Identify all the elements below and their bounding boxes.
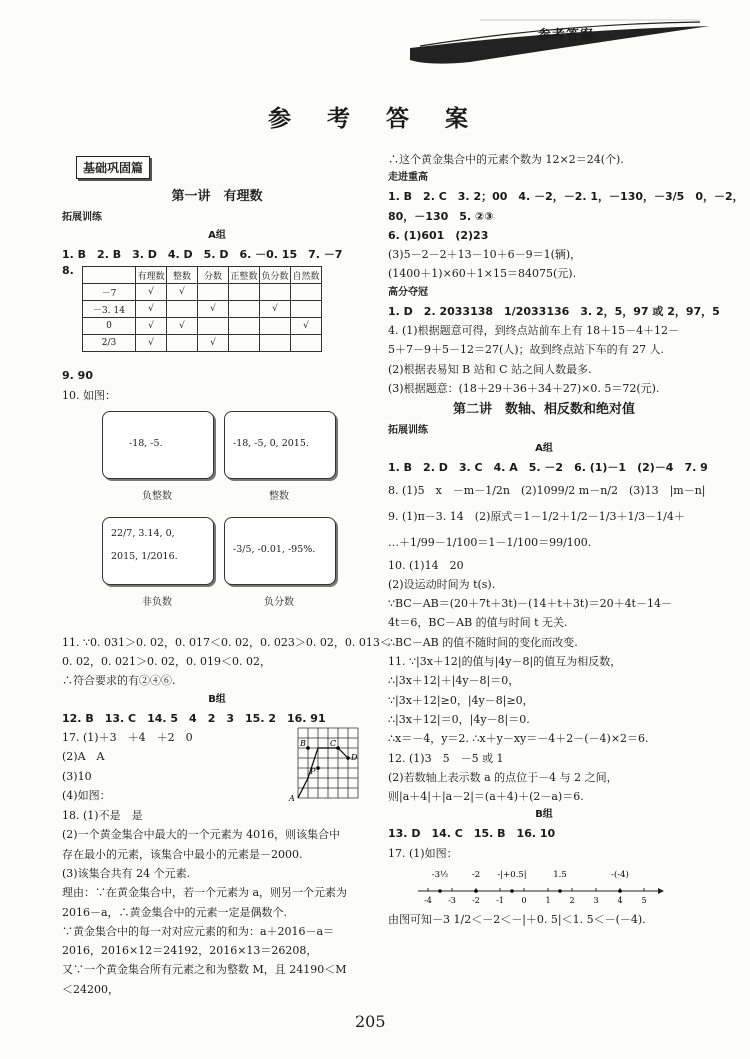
axis-point-label: -(-4) xyxy=(611,870,629,881)
box-caption: 负整数 xyxy=(142,490,172,502)
table-cell: √ xyxy=(198,335,229,352)
answer-line: (3)根据题意：(18＋29＋36＋34＋27)×0. 5＝72(元). xyxy=(388,381,660,395)
answer-line: (3)该集合共有 24 个元素. xyxy=(62,866,191,880)
table-cell: 0 xyxy=(83,318,136,335)
answer-line: (2)一个黄金集合中最大的一个元素为 4016，则该集合中 xyxy=(62,828,341,842)
groupB-label: B组 xyxy=(208,693,226,705)
table-cell: －3. 14 xyxy=(83,301,136,318)
table-cell: 整数 xyxy=(167,267,198,284)
table-cell: －7 xyxy=(83,284,136,301)
axis-tick-label: 2 xyxy=(569,896,575,906)
answer-line: (2)设运动时间为 t(s). xyxy=(388,577,496,591)
answer-line: 2016－a，∴黄金集合中的元素一定是偶数个. xyxy=(62,905,288,919)
answer-line: 9. 90 xyxy=(62,369,93,383)
answer-line: 5＋7－9＋5－12＝27(人)；故到终点站下车的有 27 人. xyxy=(388,343,665,357)
integers-box xyxy=(224,411,336,479)
answer-line: 12. (1)3 5 －5 或 1 xyxy=(388,751,504,765)
grid-diagram xyxy=(288,722,368,802)
table-cell xyxy=(198,318,229,335)
grid-label-C: C xyxy=(330,739,337,749)
axis-point xyxy=(474,889,478,893)
answer-line: 4. (1)根据题意可得，到终点站前车上有 18＋15－4＋12－ xyxy=(388,324,680,338)
lecture2-title: 第二讲 数轴、相反数和绝对值 xyxy=(452,402,635,418)
q8-block xyxy=(62,264,372,366)
page-title: 参 考 答 案 xyxy=(267,106,483,132)
expand-label: 拓展训练 xyxy=(62,212,102,223)
axis-point-label: -3½ xyxy=(431,870,449,881)
answer-line: 1. B 2. B 3. D 4. D 5. D 6. －0. 15 7. －7 xyxy=(62,248,343,261)
table-cell: √ xyxy=(260,301,291,318)
answer-line: ∵BC－AB＝(20＋7t＋3t)－(14＋t＋3t)＝20＋4t－14－ xyxy=(388,597,672,611)
answer-line: ∴这个黄金集合中的元素个数为 12×2＝24(个). xyxy=(388,153,624,166)
axis-point-label: -2 xyxy=(471,870,481,881)
right-column xyxy=(388,150,744,929)
answer-line: 9. (1)π－3. 14 (2)原式＝1－1/2＋1/2－1/3＋1/3－1/4＋ xyxy=(388,509,685,523)
table-cell: √ xyxy=(136,301,167,318)
answer-line: (3)10 xyxy=(62,769,92,783)
table-cell: 负分数 xyxy=(260,267,291,284)
table-header-row xyxy=(83,267,322,284)
axis-tick-label: 0 xyxy=(521,896,527,906)
table-cell xyxy=(260,284,291,301)
axis-point xyxy=(558,889,562,893)
box-caption: 非负数 xyxy=(142,596,172,608)
table-cell xyxy=(167,301,198,318)
table-cell xyxy=(291,284,322,301)
answer-line: 17. (1)如图： xyxy=(388,846,458,860)
table-cell xyxy=(198,284,229,301)
q17-block xyxy=(62,728,372,806)
answer-line: 存在最小的元素，该集合中最小的元素是－2000. xyxy=(62,847,303,861)
axis-tick-label: -1 xyxy=(496,896,504,906)
axis-point-label: -|+0.5| xyxy=(497,870,527,881)
answer-line: 18. (1)不是 是 xyxy=(62,809,143,823)
table-cell xyxy=(260,318,291,335)
answer-line: 17. (1)＋3 ＋4 ＋2 0 xyxy=(62,731,193,745)
header-swoosh xyxy=(0,0,750,70)
axis-tick-label: -2 xyxy=(472,896,480,906)
axis-tick-label: 5 xyxy=(641,896,647,906)
answer-line: 10. (1)14 20 xyxy=(388,558,464,572)
table-cell: √ xyxy=(136,318,167,335)
table-cell: √ xyxy=(198,301,229,318)
answer-line: 理由：∵在黄金集合中，若一个元素为 a，则另一个元素为 xyxy=(62,886,348,900)
table-cell: 分数 xyxy=(198,267,229,284)
q10-diagram xyxy=(62,405,391,655)
table-cell xyxy=(167,335,198,352)
axis-tick-label: 4 xyxy=(617,896,623,906)
negative-integers-box xyxy=(102,411,214,479)
left-column xyxy=(62,150,391,999)
answer-line: (2)根据表易知 B 站和 C 站之间人数最多. xyxy=(388,362,592,376)
table-cell: √ xyxy=(136,284,167,301)
answer-line: 4t＝6，BC－AB 的值与时间 t 无关. xyxy=(388,616,568,630)
table-cell: 有理数 xyxy=(136,267,167,284)
answer-line: (2)若数轴上表示数 a 的点位于－4 与 2 之间， xyxy=(388,770,618,784)
non-negative-box xyxy=(102,517,214,585)
answer-line: ∴BC－AB 的值不随时间的变化而改变. xyxy=(388,635,578,649)
answer-line: 12. B 13. C 14. 5 4 2 3 15. 2 16. 91 xyxy=(62,711,326,725)
table-cell xyxy=(229,335,260,352)
answer-line: (3)5－2－2＋13－10＋6－9＝1(辆)， xyxy=(388,248,582,262)
groupA-label: A组 xyxy=(208,230,226,241)
answer-line: ＜24200， xyxy=(62,982,119,996)
header-label: 参考答案 xyxy=(538,28,595,43)
answer-line: 10. 如图： xyxy=(62,388,116,402)
answer-line: ∵黄金集合中的每一对对应元素的和为：a＋2016－a＝ xyxy=(62,924,335,938)
grid-label-A: A xyxy=(289,794,295,803)
axis-tick-label: -4 xyxy=(424,896,432,906)
table-row xyxy=(83,284,322,301)
table-row xyxy=(83,335,322,352)
table-cell: √ xyxy=(291,318,322,335)
number-line xyxy=(388,863,688,907)
answer-line: 又∵一个黄金集合所有元素之和为整数 M，且 24190＜M xyxy=(62,963,347,977)
axis-tick-label: -3 xyxy=(448,896,456,906)
answer-line: (1400＋1)×60＋1×15＝84075(元). xyxy=(388,267,577,281)
part-label: 基础巩固篇 xyxy=(76,156,150,179)
answer-line: 2016，2016×12＝24192，2016×13＝26208， xyxy=(62,944,318,958)
page-header xyxy=(0,0,750,70)
table-row xyxy=(83,318,322,335)
grid-label-P: P xyxy=(310,767,316,777)
grid-label-B: B xyxy=(300,739,306,749)
answer-line: ∴x＝－4，y＝2. ∴x＋y－xy＝－4＋2－(－4)×2＝6. xyxy=(388,732,649,746)
negative-fractions-box xyxy=(224,517,336,585)
top-score-label: 高分夺冠 xyxy=(388,286,428,298)
table-cell xyxy=(260,335,291,352)
table-cell xyxy=(83,267,136,284)
answer-line: ∵|3x＋12|≥0，|4y－8|≥0， xyxy=(388,693,534,707)
box-caption: 整数 xyxy=(269,490,289,502)
table-row xyxy=(83,301,322,318)
groupB-label: B组 xyxy=(535,809,553,821)
table-cell xyxy=(291,335,322,352)
table-cell: 自然数 xyxy=(291,267,322,284)
answer-line: 1. B 2. C 3. 2；00 4. －2，－2. 1，－130，－3/5 0，－2， xyxy=(388,190,744,204)
box-text: -3/5, -0.01, -95%. xyxy=(233,543,316,555)
q8-label: 8. xyxy=(62,264,74,278)
answer-line: 0. 02，0. 021＞0. 02，0. 019＜0. 02， xyxy=(62,655,271,669)
axis-point xyxy=(510,889,514,893)
answer-line: (2)A A xyxy=(62,750,105,764)
box-text: 2015, 1/2016. xyxy=(111,550,178,562)
box-text: -18, -5. xyxy=(129,437,163,449)
answer-line: 13. D 14. C 15. B 16. 10 xyxy=(388,827,556,841)
lecture1-title: 第一讲 有理数 xyxy=(171,189,263,204)
answer-line: 6. (1)601 (2)23 xyxy=(388,228,489,242)
answer-line: 1. B 2. D 3. C 4. A 5. －2 6. (1)－1 (2)－4 7. 9 xyxy=(388,461,708,475)
axis-tick-label: 3 xyxy=(593,896,599,906)
answer-line: ∴|3x＋12|＋|4y－8|＝0， xyxy=(388,674,520,688)
answer-line: ∴符合要求的有②④⑥. xyxy=(62,674,176,688)
answer-line: 则|a＋4|＋|a－2|＝(a＋4)＋(2－a)＝6. xyxy=(388,790,584,804)
table-cell: √ xyxy=(167,284,198,301)
table-cell xyxy=(291,301,322,318)
answer-line: 80，－130 5. ②③ xyxy=(388,209,494,223)
groupA-label: A组 xyxy=(535,443,553,455)
grid-label-D: D xyxy=(351,753,358,763)
table-cell: √ xyxy=(136,335,167,352)
axis-point xyxy=(618,889,622,893)
box-text: -18, -5, 0, 2015. xyxy=(233,437,309,449)
box-text: 22/7, 3.14, 0, xyxy=(111,527,175,539)
axis-point xyxy=(438,889,442,893)
axis-tick-label: 1 xyxy=(545,896,551,906)
table-cell: 2/3 xyxy=(83,335,136,352)
advance-label: 走进重高 xyxy=(388,172,428,184)
table-cell xyxy=(229,318,260,335)
answer-line: …＋1/99－1/100＝1－1/100＝99/100. xyxy=(388,535,592,549)
table-cell xyxy=(229,301,260,318)
answer-line: 11. ∵|3x＋12|的值与|4y－8|的值互为相反数， xyxy=(388,655,622,669)
page-number: 205 xyxy=(355,1012,386,1031)
answer-line: (4)如图： xyxy=(62,788,111,802)
table-cell xyxy=(229,284,260,301)
answer-line: 8. (1)5 x －m－1/2n (2)1099/2 m－n/2 (3)13 |m－n| xyxy=(388,483,706,497)
answer-line: ∴|3x＋12|＝0，|4y－8|＝0. xyxy=(388,712,530,726)
box-caption: 负分数 xyxy=(264,596,294,608)
answer-line: 由图可知－3 1/2＜－2＜－|＋0. 5|＜1. 5＜－(－4). xyxy=(388,913,646,927)
table-cell: 正整数 xyxy=(229,267,260,284)
expand-label: 拓展训练 xyxy=(388,425,428,437)
axis-point-label: 1.5 xyxy=(553,870,567,881)
answer-line: 11. ∵0. 031＞0. 02，0. 017＜0. 02，0. 023＞0. 02，0. 013＜ xyxy=(62,635,391,649)
table-cell: √ xyxy=(167,318,198,335)
answer-line: 1. D 2. 2033138 1/2033136 3. 2，5，97 或 2，97，5 xyxy=(388,304,720,318)
q8-table xyxy=(82,266,322,352)
